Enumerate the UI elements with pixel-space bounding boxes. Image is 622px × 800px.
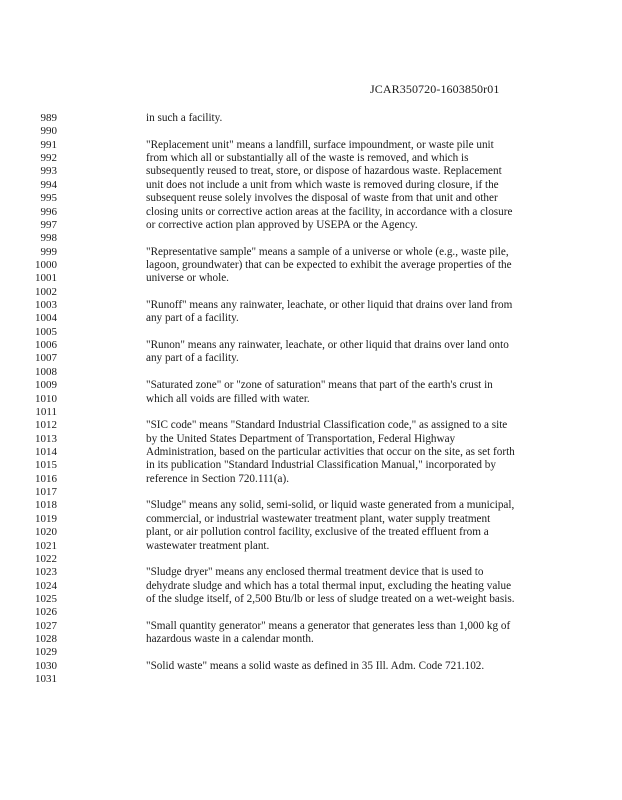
line-number: 1003 <box>35 299 57 312</box>
text-line <box>0 419 622 432</box>
line-text: "Representative sample" means a sample of a universe or whole (e.g., waste pile, <box>146 245 509 258</box>
text-line <box>0 499 622 512</box>
line-text: unit does not include a unit from which waste is removed during closure, if the <box>146 178 499 191</box>
text-line <box>0 125 622 138</box>
line-text: "Solid waste" means a solid waste as defined in 35 Ill. Adm. Code 721.102. <box>146 659 485 672</box>
line-number: 993 <box>40 165 57 178</box>
line-number: 990 <box>40 125 57 138</box>
text-line <box>0 192 622 205</box>
line-text: any part of a facility. <box>146 312 239 325</box>
line-number: 1001 <box>35 272 57 285</box>
line-text: lagoon, groundwater) that can be expected to exhibit the average properties of the <box>146 258 512 271</box>
line-number: 1012 <box>35 419 57 432</box>
line-number: 1028 <box>35 633 57 646</box>
line-text: "Runon" means any rainwater, leachate, or other liquid that drains over land onto <box>146 339 509 352</box>
line-number: 998 <box>40 232 57 245</box>
line-text: plant, or air pollution control facility, exclusive of the treated effluent from a <box>146 526 489 539</box>
line-text: any part of a facility. <box>146 352 239 365</box>
line-text: or corrective action plan approved by USEPA or the Agency. <box>146 218 418 231</box>
line-number: 1029 <box>35 646 57 659</box>
text-line <box>0 299 622 312</box>
line-text: subsequent reuse solely involves the disposal of waste from that unit and other <box>146 192 498 205</box>
text-line <box>0 246 622 259</box>
text-line <box>0 566 622 579</box>
text-line <box>0 673 622 686</box>
line-number: 989 <box>40 112 57 124</box>
line-number: 1024 <box>35 579 57 592</box>
line-number: 1006 <box>35 339 57 352</box>
text-line <box>0 393 622 406</box>
line-text: "SIC code" means "Standard Industrial Classification code," as assigned to a site <box>146 419 508 432</box>
line-number: 1000 <box>35 258 57 271</box>
line-number: 1026 <box>35 606 57 619</box>
line-number: 1022 <box>35 552 57 565</box>
text-line <box>0 379 622 392</box>
text-line <box>0 152 622 165</box>
line-number: 1023 <box>35 566 57 579</box>
line-number: 994 <box>40 178 57 191</box>
text-line <box>0 633 622 646</box>
text-line <box>0 139 622 152</box>
line-text: in such a facility. <box>146 112 223 124</box>
line-number: 1007 <box>35 352 57 365</box>
line-number: 1027 <box>35 619 57 632</box>
text-line <box>0 406 622 419</box>
line-number: 1031 <box>35 673 57 686</box>
line-number: 1009 <box>35 379 57 392</box>
document-id-header: JCAR350720-1603850r01 <box>370 82 500 96</box>
line-text: in its publication "Standard Industrial Classification Manual," incorporated by <box>146 459 496 472</box>
line-text: by the United States Department of Transportation, Federal Highway <box>146 432 456 445</box>
line-number: 1016 <box>35 472 57 485</box>
line-text: subsequently reused to treat, store, or dispose of hazardous waste. Replacement <box>146 165 502 178</box>
text-line <box>0 580 622 593</box>
text-line <box>0 526 622 539</box>
text-line <box>0 660 622 673</box>
text-line <box>0 339 622 352</box>
line-text: which all voids are filled with water. <box>146 392 310 405</box>
line-text: "Sludge" means any solid, semi-solid, or liquid waste generated from a municipal, <box>146 499 515 512</box>
text-line <box>0 486 622 499</box>
line-text: Administration, based on the particular activities that occur on the site, as set forth <box>146 445 515 458</box>
line-text: dehydrate sludge and which has a total thermal input, excluding the heating value <box>146 579 512 592</box>
text-line <box>0 206 622 219</box>
text-line <box>0 473 622 486</box>
text-line <box>0 620 622 633</box>
line-number: 991 <box>40 138 57 151</box>
line-number: 1030 <box>35 659 57 672</box>
text-line <box>0 272 622 285</box>
text-line <box>0 366 622 379</box>
line-number: 1002 <box>35 285 57 298</box>
text-line <box>0 446 622 459</box>
line-number: 996 <box>40 205 57 218</box>
text-line <box>0 232 622 245</box>
text-line <box>0 326 622 339</box>
line-text: hazardous waste in a calendar month. <box>146 633 314 646</box>
line-text: universe or whole. <box>146 272 229 285</box>
line-number: 1014 <box>35 445 57 458</box>
line-number: 1018 <box>35 499 57 512</box>
line-text: "Saturated zone" or "zone of saturation" means that part of the earth's crust in <box>146 379 493 392</box>
text-line <box>0 112 622 125</box>
line-number: 1011 <box>35 405 57 418</box>
line-text: of the sludge itself, of 2,500 Btu/lb or less of sludge treated on a wet-weight basis. <box>146 592 515 605</box>
text-line <box>0 553 622 566</box>
line-number: 1004 <box>35 312 57 325</box>
line-number: 1010 <box>35 392 57 405</box>
numbered-text-body <box>0 112 622 686</box>
text-line <box>0 312 622 325</box>
line-number: 1005 <box>35 325 57 338</box>
line-number: 1017 <box>35 486 57 499</box>
text-line <box>0 286 622 299</box>
line-text: wastewater treatment plant. <box>146 539 270 552</box>
text-line <box>0 459 622 472</box>
line-text: from which all or substantially all of the waste is removed, and which is <box>146 152 469 165</box>
text-line <box>0 433 622 446</box>
line-text: "Runoff" means any rainwater, leachate, or other liquid that drains over land from <box>146 299 513 312</box>
text-line <box>0 606 622 619</box>
text-line <box>0 165 622 178</box>
line-number: 1008 <box>35 365 57 378</box>
line-text: "Replacement unit" means a landfill, surface impoundment, or waste pile unit <box>146 138 494 151</box>
text-line <box>0 179 622 192</box>
text-line <box>0 259 622 272</box>
line-text: reference in Section 720.111(a). <box>146 472 289 485</box>
text-line <box>0 352 622 365</box>
line-text: "Small quantity generator" means a generator that generates less than 1,000 kg of <box>146 619 511 632</box>
text-line <box>0 540 622 553</box>
text-line <box>0 646 622 659</box>
line-number: 992 <box>40 152 57 165</box>
line-number: 1019 <box>35 512 57 525</box>
line-text: "Sludge dryer" means any enclosed thermal treatment device that is used to <box>146 566 484 579</box>
line-number: 1013 <box>35 432 57 445</box>
line-text: closing units or corrective action areas at the facility, in accordance with a closure <box>146 205 513 218</box>
text-line <box>0 219 622 232</box>
line-number: 1025 <box>35 592 57 605</box>
line-number: 997 <box>40 218 57 231</box>
text-line <box>0 593 622 606</box>
line-number: 999 <box>40 245 57 258</box>
line-number: 1020 <box>35 526 57 539</box>
line-text: commercial, or industrial wastewater treatment plant, water supply treatment <box>146 512 491 525</box>
line-number: 1021 <box>35 539 57 552</box>
text-line <box>0 513 622 526</box>
line-number: 1015 <box>35 459 57 472</box>
line-number: 995 <box>40 192 57 205</box>
